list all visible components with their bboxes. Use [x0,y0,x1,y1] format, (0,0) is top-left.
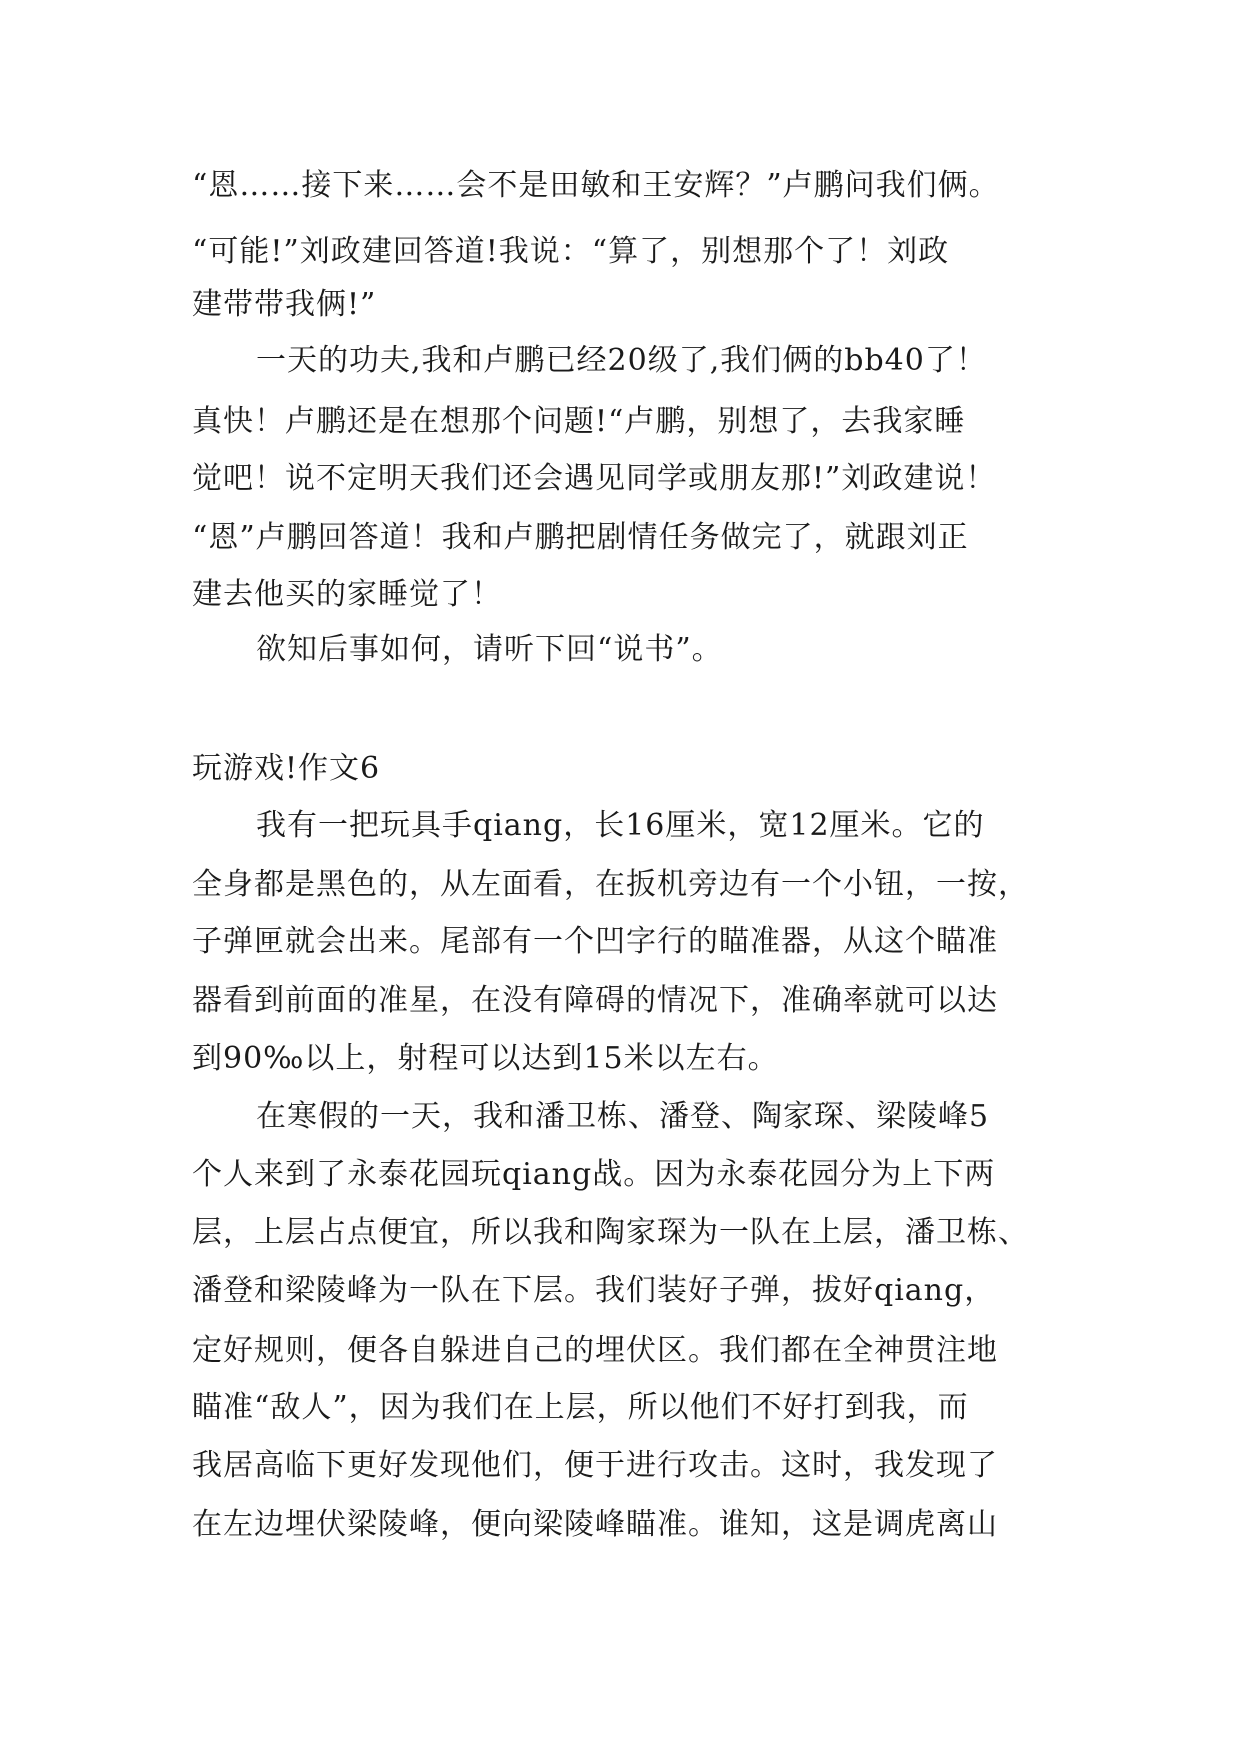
text-line: 潘登和梁陵峰为一队在下层。我们装好子弹，拔好qiang， [192,1273,996,1308]
text-line: “恩……接下来……会不是田敏和王安辉？”卢鹏问我们俩。 [192,168,1000,203]
text-line: 真快！卢鹏还是在想那个问题!“卢鹏，别想了，去我家睡 [192,404,966,439]
text-line: 在寒假的一天，我和潘卫栋、潘登、陶家琛、梁陵峰5 [256,1099,990,1134]
text-line: 一天的功夫,我和卢鹏已经20级了,我们俩的bb40了！ [256,343,987,378]
section-title: 玩游戏!作文6 [192,751,381,786]
text-line: 到90‰以上，射程可以达到15米以左右。 [192,1041,779,1076]
text-line: “恩”卢鹏回答道！我和卢鹏把剧情任务做完了，就跟刘正 [192,520,969,555]
text-line: 欲知后事如何，请听下回“说书”。 [256,632,723,667]
text-line: 全身都是黑色的，从左面看，在扳机旁边有一个小钮，一按， [192,867,1029,902]
text-line: 在左边埋伏梁陵峰，便向梁陵峰瞄准。谁知，这是调虎离山 [192,1507,998,1542]
text-line: 器看到前面的准星，在没有障碍的情况下，准确率就可以达 [192,983,998,1018]
text-line: 觉吧！说不定明天我们还会遇见同学或朋友那!”刘政建说！ [192,461,997,496]
text-line: 个人来到了永泰花园玩qiang战。因为永泰花园分为上下两 [192,1157,996,1192]
text-line: 层，上层占点便宜，所以我和陶家琛为一队在上层，潘卫栋、 [192,1215,1029,1250]
text-line: 建去他买的家睡觉了！ [192,577,502,612]
text-line: “可能!”刘政建回答道!我说：“算了，别想那个了！刘政 [192,234,950,269]
text-line: 瞄准“敌人”，因为我们在上层，所以他们不好打到我，而 [192,1390,969,1425]
text-line: 建带带我俩!” [192,287,377,322]
text-line: 子弹匣就会出来。尾部有一个凹字行的瞄准器，从这个瞄准 [192,924,998,959]
text-line: 我居高临下更好发现他们，便于进行攻击。这时，我发现了 [192,1448,998,1483]
text-line: 我有一把玩具手qiang，长16厘米，宽12厘米。它的 [256,808,985,843]
text-line: 定好规则，便各自躲进自己的埋伏区。我们都在全神贯注地 [192,1333,998,1368]
